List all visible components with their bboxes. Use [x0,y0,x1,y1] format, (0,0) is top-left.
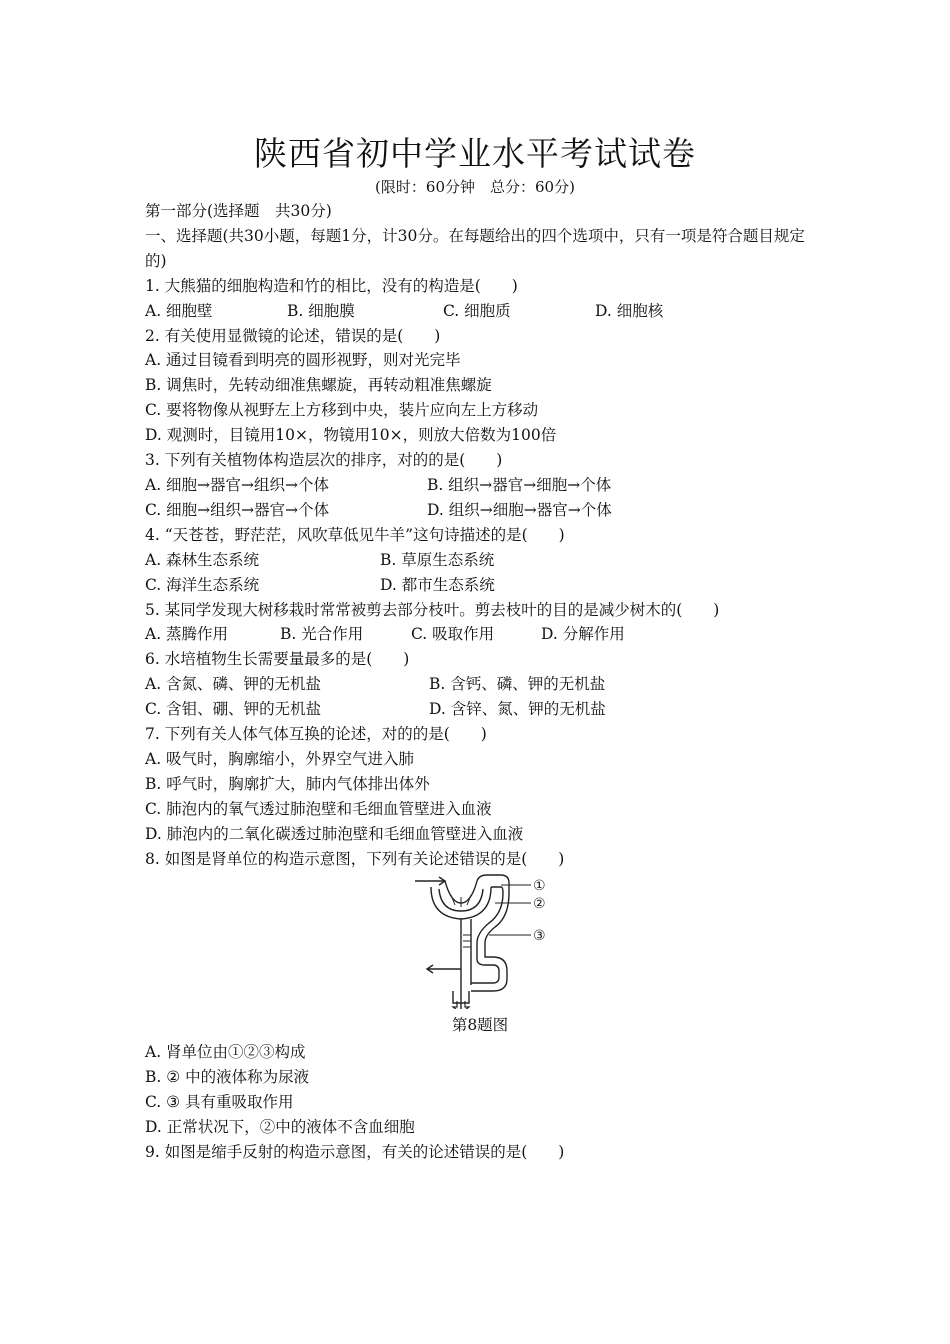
option-d: D. 肺泡内的二氧化碳透过肺泡壁和毛细血管壁进入血液 [145,824,524,843]
figure-label-2: ② [533,896,546,913]
question-5-stem: 5. 某同学发现大树移栽时常常被剪去部分枝叶。剪去枝叶的目的是减少树木的( ) [145,600,720,619]
question-3-stem: 3. 下列有关植物体构造层次的排序，对的的是( ) [145,451,503,470]
option-a: A. 细胞壁 [145,301,213,320]
nephron-figure [145,871,815,1009]
question-6-stem: 6. 水培植物生长需要量最多的是( ) [145,650,410,669]
figure-label-1: ① [533,878,546,895]
option-a: A. 通过目镜看到明亮的圆形视野，则对光完毕 [145,351,461,370]
option-d: D. 观测时，目镜用10×，物镜用10×，则放大倍数为100倍 [145,426,557,445]
option-c: C. 细胞→组织→器官→个体 [145,500,330,519]
option-a: A. 森林生态系统 [145,550,260,569]
part-heading: 第一部分(选择题 共30分) [145,202,332,220]
option-a: A. 含氮、磷、钾的无机盐 [145,675,322,694]
question-4-stem: 4. “天苍苍，野茫茫，风吹草低见牛羊”这句诗描述的是( ) [145,525,565,544]
option-b: B. 草原生态系统 [380,550,495,569]
question-2-stem: 2. 有关使用显微镜的论述，错误的是( ) [145,326,441,345]
option-b: B. 呼气时，胸廓扩大，肺内气体排出体外 [145,774,430,793]
question-7-stem: 7. 下列有关人体气体互换的论述，对的的是( ) [145,725,487,744]
exam-subtitle: (限时：60分钟 总分：60分) [375,178,575,196]
question-6-options-row2 [145,697,815,722]
question-8-stem: 8. 如图是肾单位的构造示意图，下列有关论述错误的是( ) [145,849,565,868]
question-5-options [145,622,815,647]
question-1-stem: 1. 大熊猫的细胞构造和竹的相比，没有的构造是( ) [145,276,518,295]
nephron-diagram [405,873,695,1009]
option-b: B. 调焦时，先转动细准焦螺旋，再转动粗准焦螺旋 [145,376,492,395]
option-c: C. 海洋生态系统 [145,575,260,594]
question-6-options-row1 [145,672,815,697]
option-c: C. 细胞质 [443,301,511,320]
option-b: B. 细胞膜 [287,301,355,320]
figure-caption: 第8题图 [451,1016,509,1035]
option-d: D. 细胞核 [595,301,664,320]
option-b: B. ② 中的液体称为尿液 [145,1068,310,1087]
option-a: A. 细胞→器官→组织→个体 [145,475,330,494]
option-c: C. 吸取作用 [411,625,495,644]
option-b: B. 光合作用 [280,625,364,644]
section-intro: 一、选择题(共30小题，每题1分，计30分。在每题给出的四个选项中，只有一项是符合题目规定的) [145,226,805,270]
option-c: C. 肺泡内的氧气透过肺泡壁和毛细血管壁进入血液 [145,799,492,818]
option-c: C. 含钼、硼、钾的无机盐 [145,700,322,719]
option-a: A. 吸气时，胸廓缩小，外界空气进入肺 [145,749,415,768]
option-c: C. 要将物像从视野左上方移到中央，装片应向左上方移动 [145,401,539,420]
option-d: D. 都市生态系统 [380,575,495,594]
question-4-options-row2 [145,573,815,598]
question-3-options-row1 [145,473,815,498]
option-d: D. 正常状况下，②中的液体不含血细胞 [145,1118,415,1137]
option-c: C. ③ 具有重吸取作用 [145,1093,294,1112]
exam-title: 陕西省初中学业水平考试试卷 [254,134,696,173]
figure-label-3: ③ [533,928,546,945]
option-d: D. 含锌、氮、钾的无机盐 [429,700,606,719]
question-3-options-row2 [145,498,815,523]
option-d: D. 分解作用 [541,625,625,644]
question-4-options-row1 [145,548,815,573]
option-b: B. 含钙、磷、钾的无机盐 [429,675,606,694]
question-9-stem: 9. 如图是缩手反射的构造示意图，有关的论述错误的是( ) [145,1143,565,1161]
question-1-options [145,299,815,324]
option-d: D. 组织→细胞→器官→个体 [427,500,612,519]
option-a: A. 肾单位由①②③构成 [145,1043,306,1062]
exam-content [145,199,815,1165]
option-a: A. 蒸腾作用 [145,625,229,644]
option-b: B. 组织→器官→细胞→个体 [427,475,612,494]
